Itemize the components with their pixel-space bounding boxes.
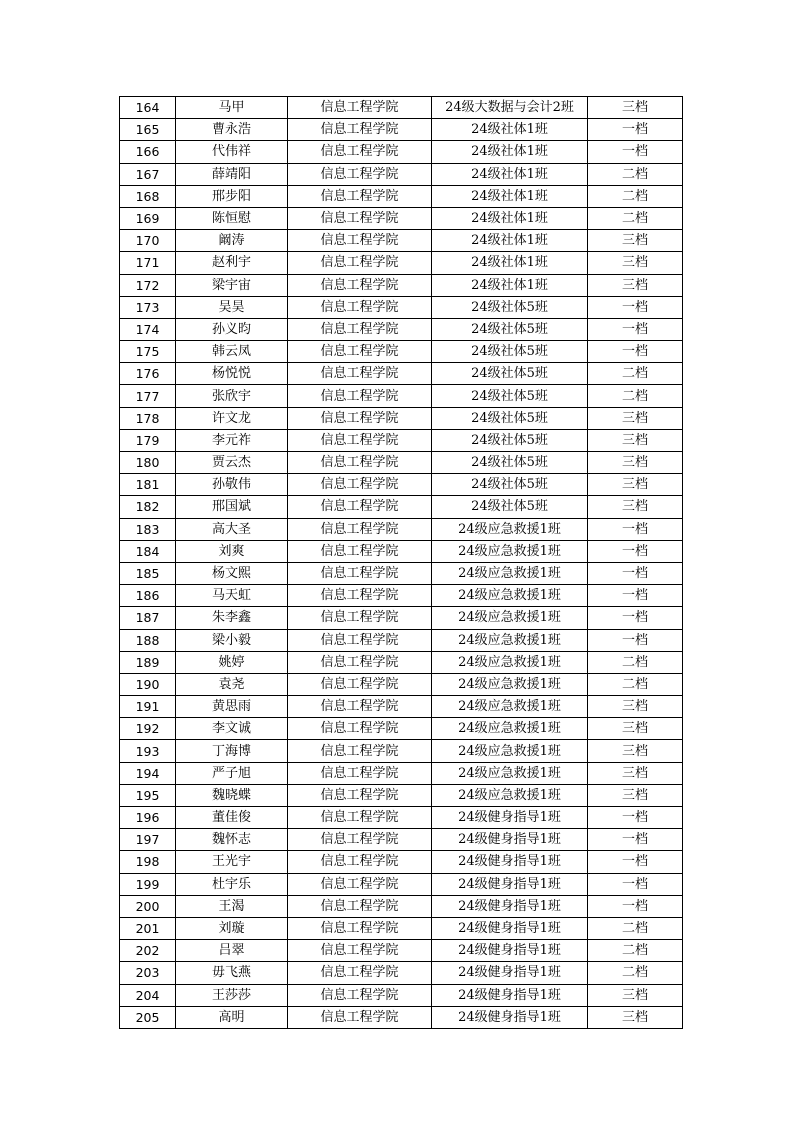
college-name-cell: 信息工程学院 (288, 607, 432, 629)
table-row (120, 141, 683, 163)
table-row (120, 873, 683, 895)
student-name-cell: 袁尧 (176, 673, 288, 695)
college-name-cell: 信息工程学院 (288, 740, 432, 762)
table-row (120, 585, 683, 607)
student-name-cell: 黄思雨 (176, 696, 288, 718)
table-row (120, 119, 683, 141)
grade-level-cell: 一档 (588, 141, 683, 163)
table-row (120, 784, 683, 806)
student-name-cell: 高明 (176, 1006, 288, 1028)
row-number-cell: 187 (120, 607, 176, 629)
table-row (120, 97, 683, 119)
student-name-cell: 李元祚 (176, 429, 288, 451)
class-name-cell: 24级社体5班 (432, 407, 588, 429)
class-name-cell: 24级健身指导1班 (432, 940, 588, 962)
row-number-cell: 186 (120, 585, 176, 607)
table-row (120, 562, 683, 584)
row-number-cell: 167 (120, 163, 176, 185)
row-number-cell: 176 (120, 363, 176, 385)
college-name-cell: 信息工程学院 (288, 984, 432, 1006)
college-name-cell: 信息工程学院 (288, 940, 432, 962)
grade-level-cell: 一档 (588, 873, 683, 895)
table-row (120, 318, 683, 340)
grade-level-cell: 一档 (588, 341, 683, 363)
row-number-cell: 170 (120, 230, 176, 252)
table-row (120, 651, 683, 673)
student-name-cell: 严子旭 (176, 762, 288, 784)
class-name-cell: 24级应急救援1班 (432, 718, 588, 740)
college-name-cell: 信息工程学院 (288, 784, 432, 806)
class-name-cell: 24级应急救援1班 (432, 540, 588, 562)
class-name-cell: 24级健身指导1班 (432, 984, 588, 1006)
college-name-cell: 信息工程学院 (288, 962, 432, 984)
grade-level-cell: 三档 (588, 474, 683, 496)
class-name-cell: 24级应急救援1班 (432, 585, 588, 607)
row-number-cell: 192 (120, 718, 176, 740)
student-name-cell: 韩云凤 (176, 341, 288, 363)
row-number-cell: 173 (120, 296, 176, 318)
row-number-cell: 185 (120, 562, 176, 584)
table-row (120, 940, 683, 962)
row-number-cell: 166 (120, 141, 176, 163)
student-name-cell: 杜宇乐 (176, 873, 288, 895)
row-number-cell: 178 (120, 407, 176, 429)
table-row (120, 629, 683, 651)
table-row (120, 163, 683, 185)
college-name-cell: 信息工程学院 (288, 629, 432, 651)
grade-level-cell: 三档 (588, 718, 683, 740)
class-name-cell: 24级应急救援1班 (432, 673, 588, 695)
student-name-cell: 王光宇 (176, 851, 288, 873)
grade-level-cell: 三档 (588, 252, 683, 274)
table-row (120, 895, 683, 917)
student-name-cell: 朱李鑫 (176, 607, 288, 629)
table-row (120, 540, 683, 562)
college-name-cell: 信息工程学院 (288, 97, 432, 119)
student-list-table-container (119, 96, 682, 1029)
grade-level-cell: 三档 (588, 784, 683, 806)
table-row (120, 274, 683, 296)
grade-level-cell: 一档 (588, 585, 683, 607)
row-number-cell: 174 (120, 318, 176, 340)
grade-level-cell: 一档 (588, 895, 683, 917)
grade-level-cell: 一档 (588, 829, 683, 851)
college-name-cell: 信息工程学院 (288, 496, 432, 518)
student-name-cell: 孙义昀 (176, 318, 288, 340)
row-number-cell: 194 (120, 762, 176, 784)
student-name-cell: 吴昊 (176, 296, 288, 318)
row-number-cell: 179 (120, 429, 176, 451)
student-name-cell: 薛靖阳 (176, 163, 288, 185)
class-name-cell: 24级社体1班 (432, 230, 588, 252)
row-number-cell: 191 (120, 696, 176, 718)
row-number-cell: 193 (120, 740, 176, 762)
row-number-cell: 175 (120, 341, 176, 363)
student-name-cell: 邢国斌 (176, 496, 288, 518)
table-row (120, 962, 683, 984)
table-row (120, 363, 683, 385)
grade-level-cell: 一档 (588, 629, 683, 651)
table-row (120, 984, 683, 1006)
class-name-cell: 24级大数据与会计2班 (432, 97, 588, 119)
college-name-cell: 信息工程学院 (288, 651, 432, 673)
table-row (120, 474, 683, 496)
student-name-cell: 毋飞燕 (176, 962, 288, 984)
grade-level-cell: 一档 (588, 607, 683, 629)
class-name-cell: 24级社体1班 (432, 252, 588, 274)
table-row (120, 452, 683, 474)
row-number-cell: 202 (120, 940, 176, 962)
grade-level-cell: 二档 (588, 940, 683, 962)
class-name-cell: 24级应急救援1班 (432, 562, 588, 584)
college-name-cell: 信息工程学院 (288, 851, 432, 873)
student-name-cell: 王莎莎 (176, 984, 288, 1006)
grade-level-cell: 二档 (588, 962, 683, 984)
table-row (120, 718, 683, 740)
class-name-cell: 24级健身指导1班 (432, 829, 588, 851)
student-name-cell: 贾云杰 (176, 452, 288, 474)
grade-level-cell: 一档 (588, 807, 683, 829)
grade-level-cell: 二档 (588, 185, 683, 207)
college-name-cell: 信息工程学院 (288, 363, 432, 385)
table-row (120, 185, 683, 207)
college-name-cell: 信息工程学院 (288, 696, 432, 718)
student-name-cell: 孙敬伟 (176, 474, 288, 496)
table-row (120, 230, 683, 252)
college-name-cell: 信息工程学院 (288, 185, 432, 207)
college-name-cell: 信息工程学院 (288, 296, 432, 318)
grade-level-cell: 一档 (588, 518, 683, 540)
college-name-cell: 信息工程学院 (288, 318, 432, 340)
class-name-cell: 24级社体5班 (432, 474, 588, 496)
class-name-cell: 24级健身指导1班 (432, 962, 588, 984)
table-row (120, 296, 683, 318)
grade-level-cell: 二档 (588, 651, 683, 673)
table-row (120, 1006, 683, 1028)
table-row (120, 407, 683, 429)
college-name-cell: 信息工程学院 (288, 829, 432, 851)
row-number-cell: 198 (120, 851, 176, 873)
student-name-cell: 杨文熙 (176, 562, 288, 584)
class-name-cell: 24级社体5班 (432, 385, 588, 407)
student-list-table (119, 96, 683, 1029)
student-name-cell: 吕翠 (176, 940, 288, 962)
row-number-cell: 197 (120, 829, 176, 851)
class-name-cell: 24级应急救援1班 (432, 629, 588, 651)
student-name-cell: 赵利宇 (176, 252, 288, 274)
class-name-cell: 24级社体1班 (432, 185, 588, 207)
class-name-cell: 24级健身指导1班 (432, 917, 588, 939)
row-number-cell: 195 (120, 784, 176, 806)
college-name-cell: 信息工程学院 (288, 207, 432, 229)
table-row (120, 518, 683, 540)
row-number-cell: 169 (120, 207, 176, 229)
grade-level-cell: 二档 (588, 363, 683, 385)
row-number-cell: 181 (120, 474, 176, 496)
student-name-cell: 曹永浩 (176, 119, 288, 141)
grade-level-cell: 一档 (588, 851, 683, 873)
table-row (120, 762, 683, 784)
grade-level-cell: 一档 (588, 318, 683, 340)
row-number-cell: 177 (120, 385, 176, 407)
class-name-cell: 24级应急救援1班 (432, 696, 588, 718)
grade-level-cell: 二档 (588, 385, 683, 407)
grade-level-cell: 三档 (588, 984, 683, 1006)
row-number-cell: 200 (120, 895, 176, 917)
college-name-cell: 信息工程学院 (288, 562, 432, 584)
college-name-cell: 信息工程学院 (288, 474, 432, 496)
college-name-cell: 信息工程学院 (288, 341, 432, 363)
student-name-cell: 陈恒慰 (176, 207, 288, 229)
class-name-cell: 24级健身指导1班 (432, 873, 588, 895)
class-name-cell: 24级应急救援1班 (432, 740, 588, 762)
row-number-cell: 201 (120, 917, 176, 939)
grade-level-cell: 二档 (588, 163, 683, 185)
student-name-cell: 董佳俊 (176, 807, 288, 829)
class-name-cell: 24级社体1班 (432, 207, 588, 229)
class-name-cell: 24级社体5班 (432, 429, 588, 451)
college-name-cell: 信息工程学院 (288, 807, 432, 829)
grade-level-cell: 一档 (588, 119, 683, 141)
table-row (120, 207, 683, 229)
student-name-cell: 刘璇 (176, 917, 288, 939)
college-name-cell: 信息工程学院 (288, 163, 432, 185)
class-name-cell: 24级社体5班 (432, 296, 588, 318)
college-name-cell: 信息工程学院 (288, 252, 432, 274)
class-name-cell: 24级健身指导1班 (432, 895, 588, 917)
row-number-cell: 168 (120, 185, 176, 207)
student-name-cell: 丁海博 (176, 740, 288, 762)
class-name-cell: 24级社体5班 (432, 363, 588, 385)
student-name-cell: 梁宇宙 (176, 274, 288, 296)
grade-level-cell: 三档 (588, 1006, 683, 1028)
college-name-cell: 信息工程学院 (288, 119, 432, 141)
college-name-cell: 信息工程学院 (288, 540, 432, 562)
class-name-cell: 24级社体5班 (432, 318, 588, 340)
row-number-cell: 184 (120, 540, 176, 562)
class-name-cell: 24级应急救援1班 (432, 607, 588, 629)
college-name-cell: 信息工程学院 (288, 429, 432, 451)
grade-level-cell: 三档 (588, 740, 683, 762)
college-name-cell: 信息工程学院 (288, 385, 432, 407)
student-name-cell: 杨悦悦 (176, 363, 288, 385)
table-body (120, 97, 683, 1029)
grade-level-cell: 三档 (588, 429, 683, 451)
row-number-cell: 196 (120, 807, 176, 829)
student-name-cell: 魏怀志 (176, 829, 288, 851)
college-name-cell: 信息工程学院 (288, 718, 432, 740)
student-name-cell: 马天虹 (176, 585, 288, 607)
grade-level-cell: 三档 (588, 274, 683, 296)
row-number-cell: 203 (120, 962, 176, 984)
grade-level-cell: 二档 (588, 673, 683, 695)
student-name-cell: 高大圣 (176, 518, 288, 540)
student-name-cell: 李文诚 (176, 718, 288, 740)
grade-level-cell: 三档 (588, 407, 683, 429)
student-name-cell: 马甲 (176, 97, 288, 119)
row-number-cell: 204 (120, 984, 176, 1006)
grade-level-cell: 一档 (588, 562, 683, 584)
row-number-cell: 205 (120, 1006, 176, 1028)
table-row (120, 429, 683, 451)
student-name-cell: 王渴 (176, 895, 288, 917)
grade-level-cell: 三档 (588, 762, 683, 784)
student-name-cell: 张欣宇 (176, 385, 288, 407)
table-row (120, 807, 683, 829)
row-number-cell: 183 (120, 518, 176, 540)
class-name-cell: 24级应急救援1班 (432, 784, 588, 806)
row-number-cell: 190 (120, 673, 176, 695)
row-number-cell: 172 (120, 274, 176, 296)
grade-level-cell: 二档 (588, 917, 683, 939)
student-name-cell: 代伟祥 (176, 141, 288, 163)
class-name-cell: 24级社体5班 (432, 452, 588, 474)
row-number-cell: 199 (120, 873, 176, 895)
college-name-cell: 信息工程学院 (288, 1006, 432, 1028)
college-name-cell: 信息工程学院 (288, 917, 432, 939)
table-row (120, 252, 683, 274)
table-row (120, 851, 683, 873)
college-name-cell: 信息工程学院 (288, 407, 432, 429)
table-row (120, 341, 683, 363)
class-name-cell: 24级社体1班 (432, 141, 588, 163)
college-name-cell: 信息工程学院 (288, 873, 432, 895)
row-number-cell: 188 (120, 629, 176, 651)
college-name-cell: 信息工程学院 (288, 585, 432, 607)
college-name-cell: 信息工程学院 (288, 518, 432, 540)
grade-level-cell: 二档 (588, 207, 683, 229)
class-name-cell: 24级社体1班 (432, 119, 588, 141)
college-name-cell: 信息工程学院 (288, 274, 432, 296)
grade-level-cell: 三档 (588, 97, 683, 119)
row-number-cell: 180 (120, 452, 176, 474)
table-row (120, 496, 683, 518)
grade-level-cell: 三档 (588, 230, 683, 252)
row-number-cell: 171 (120, 252, 176, 274)
row-number-cell: 164 (120, 97, 176, 119)
grade-level-cell: 三档 (588, 452, 683, 474)
grade-level-cell: 一档 (588, 540, 683, 562)
table-row (120, 673, 683, 695)
class-name-cell: 24级应急救援1班 (432, 518, 588, 540)
row-number-cell: 165 (120, 119, 176, 141)
college-name-cell: 信息工程学院 (288, 141, 432, 163)
student-name-cell: 梁小毅 (176, 629, 288, 651)
class-name-cell: 24级社体1班 (432, 163, 588, 185)
class-name-cell: 24级健身指导1班 (432, 1006, 588, 1028)
grade-level-cell: 一档 (588, 296, 683, 318)
class-name-cell: 24级应急救援1班 (432, 651, 588, 673)
college-name-cell: 信息工程学院 (288, 895, 432, 917)
table-row (120, 829, 683, 851)
class-name-cell: 24级社体1班 (432, 274, 588, 296)
class-name-cell: 24级应急救援1班 (432, 762, 588, 784)
student-name-cell: 魏晓蝶 (176, 784, 288, 806)
table-row (120, 740, 683, 762)
class-name-cell: 24级社体5班 (432, 341, 588, 363)
table-row (120, 385, 683, 407)
grade-level-cell: 三档 (588, 496, 683, 518)
student-name-cell: 阚涛 (176, 230, 288, 252)
student-name-cell: 许文龙 (176, 407, 288, 429)
grade-level-cell: 三档 (588, 696, 683, 718)
college-name-cell: 信息工程学院 (288, 673, 432, 695)
student-name-cell: 刘爽 (176, 540, 288, 562)
table-row (120, 607, 683, 629)
college-name-cell: 信息工程学院 (288, 230, 432, 252)
class-name-cell: 24级健身指导1班 (432, 807, 588, 829)
row-number-cell: 182 (120, 496, 176, 518)
table-row (120, 696, 683, 718)
class-name-cell: 24级健身指导1班 (432, 851, 588, 873)
college-name-cell: 信息工程学院 (288, 452, 432, 474)
row-number-cell: 189 (120, 651, 176, 673)
student-name-cell: 姚婷 (176, 651, 288, 673)
table-row (120, 917, 683, 939)
class-name-cell: 24级社体5班 (432, 496, 588, 518)
student-name-cell: 邢步阳 (176, 185, 288, 207)
college-name-cell: 信息工程学院 (288, 762, 432, 784)
